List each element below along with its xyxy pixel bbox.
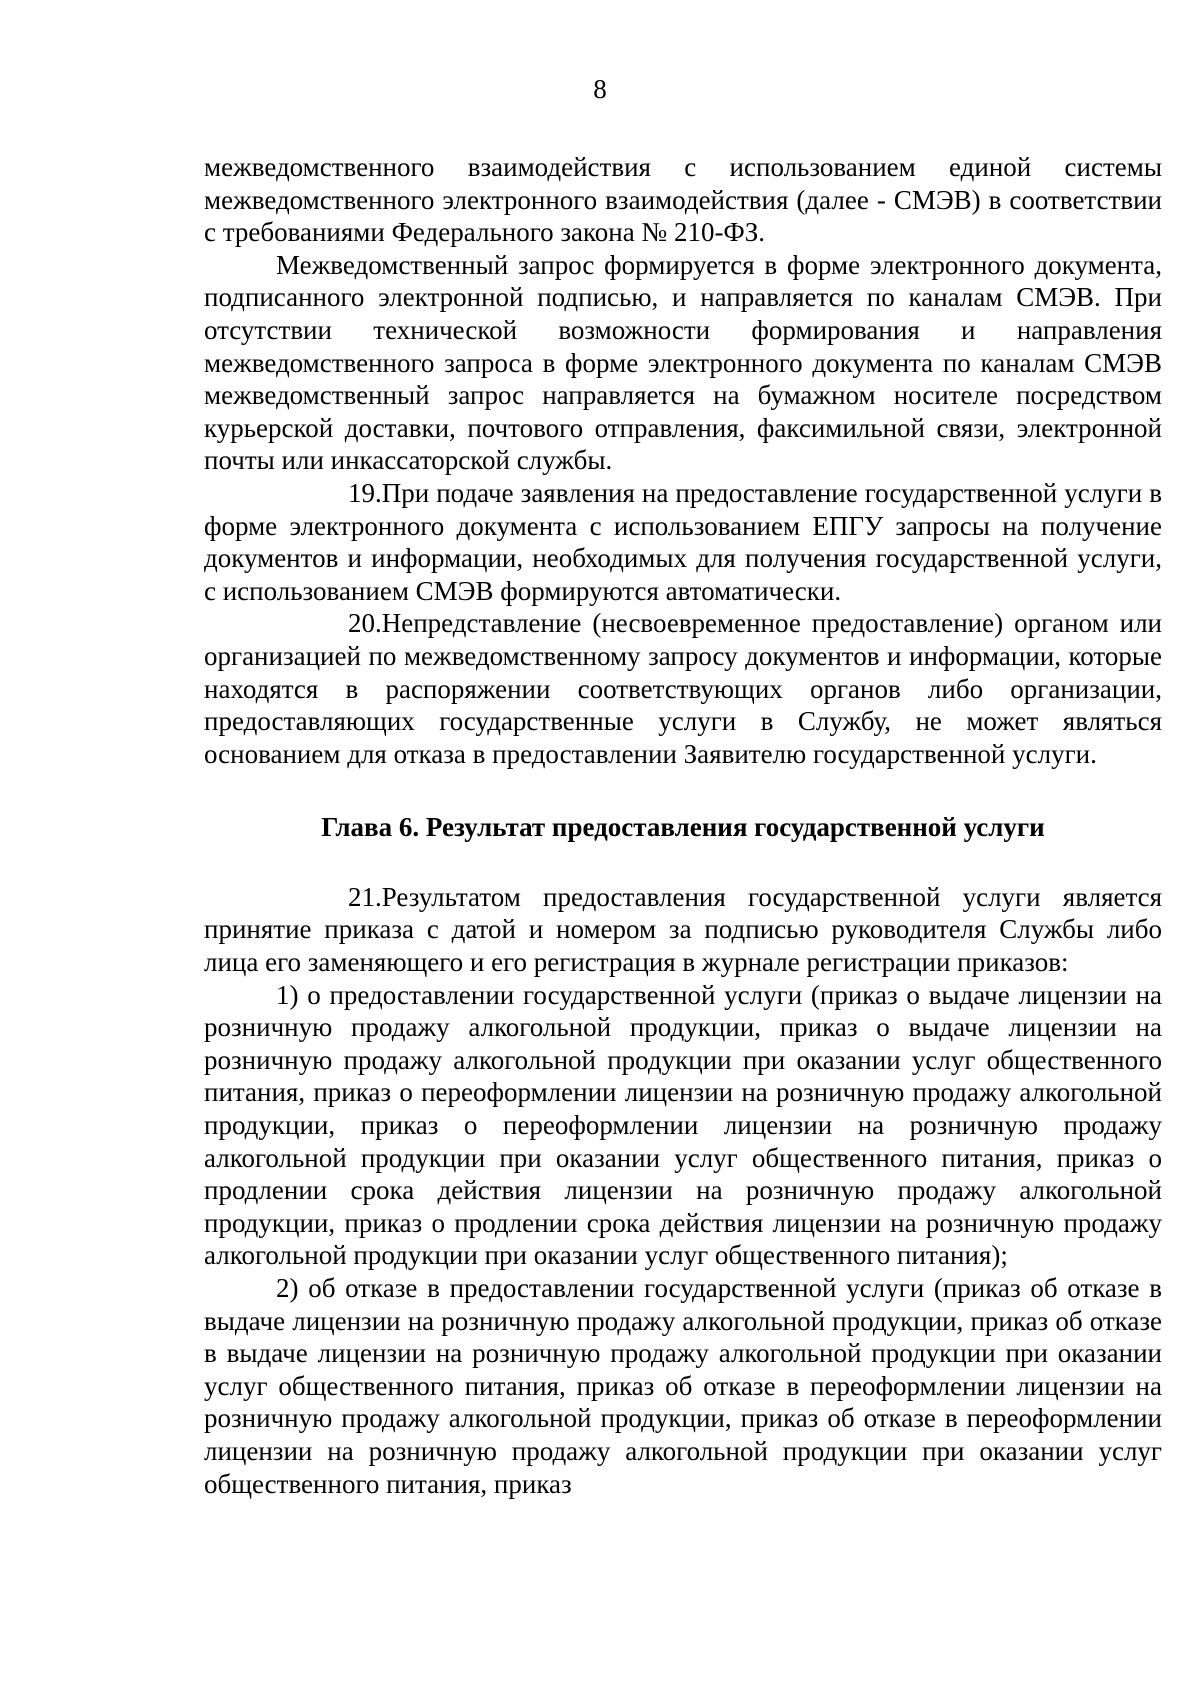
paragraph-number: 20.: [348, 608, 382, 639]
paragraph-number: 21.: [348, 881, 382, 912]
paragraph-19: [204, 477, 1162, 607]
list-item-2: 2) об отказе в предоставлении государственной услуги (приказ об отказе в выдаче лицензии на розничную продажу алкогольной продукции, приказ об отказе в выдаче лицензии на розничную продажу алкогольной продукции при оказании услуг общественного питания, приказ об отказе в переоформлении лицензии на розничную продажу алкогольной продукции, приказ об отказе в переоформлении лицензии на розничную продажу алкогольной продукции при оказании услуг общественного питания, приказ: [204, 1273, 1162, 1499]
chapter-heading: Глава 6. Результат предоставления государственной услуги: [321, 812, 1045, 843]
paragraph-text: Результатом предоставления государственной услуги является принятие приказа с датой и номером за подписью руководителя Службы либо лица его заменяющего и его регистрация в журнале регистрации приказов:: [204, 881, 1162, 978]
paragraph-continuation: межведомственного взаимодействия с использованием единой системы межведомственного электронного взаимодействия (далее - СМЭВ) в соответствии с требованиями Федерального закона № 210-ФЗ.: [204, 152, 1162, 248]
paragraph-20: [204, 607, 1162, 770]
document-body: [204, 151, 1162, 1500]
paragraph-number: 19.: [348, 477, 382, 508]
list-item-1: 1) о предоставлении государственной услуги (приказ о выдаче лицензии на розничную продажу алкогольной продукции, приказ о выдаче лицензии на розничную продажу алкогольной продукции при оказании услуг общественного питания, приказ о переоформлении лицензии на розничную продажу алкогольной продукции, приказ о переоформлении лицензии на розничную продажу алкогольной продукции при оказании услуг общественного питания, приказ о продлении срока действия лицензии на розничную продажу алкогольной продукции, приказ о продлении срока действия лицензии на розничную продажу алкогольной продукции при оказании услуг общественного питания);: [204, 979, 1162, 1271]
page-number: 8: [593, 74, 607, 104]
paragraph-21: [204, 881, 1162, 979]
paragraph-text: При подаче заявления на предоставление государственной услуги в форме электронного документа с использованием ЕПГУ запросы на получение документов и информации, необходимых для получения государственной услуги, с использованием СМЭВ формируются автоматически.: [204, 477, 1162, 606]
paragraph-text: Непредставление (несвоевременное предоставление) органом или организацией по межведомственному запросу документов и информации, которые находятся в распоряжении соответствующих органов либо организации, предоставляющих государственные услуги в Службу, не может являться основанием для отказа в предоставлении Заявителю государственной услуги.: [204, 608, 1162, 769]
paragraph-interagency-request: Межведомственный запрос формируется в форме электронного документа, подписанного электронной подписью, и направляется по каналам СМЭВ. При отсутствии технической возможности формирования и направления межведомственного запроса в форме электронного документа по каналам СМЭВ межведомственный запрос направляется на бумажном носителе посредством курьерской доставки, почтового отправления, факсимильной связи, электронной почты или инкассаторской службы.: [204, 249, 1162, 476]
